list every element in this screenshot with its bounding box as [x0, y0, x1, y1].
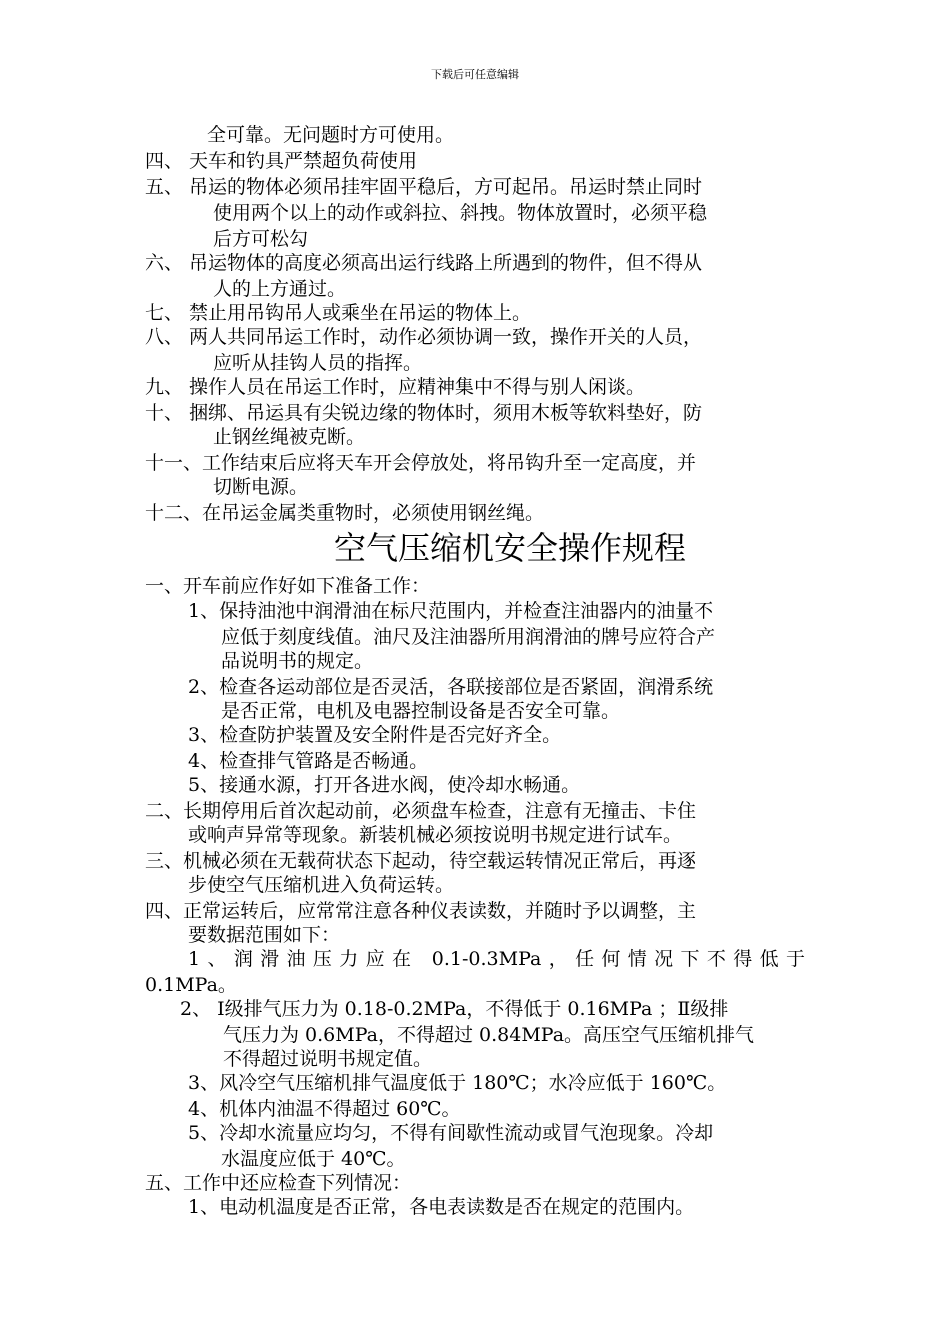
section-title: 空气压缩机安全操作规程 [333, 529, 686, 567]
text-line: 使用两个以上的动作或斜拉、斜拽。物体放置时，必须平稳 [213, 202, 708, 224]
text-line: 水温度应低于 40℃。 [221, 1148, 406, 1170]
text-line: 全可靠。无问题时方可使用。 [207, 124, 455, 146]
text-line: 步使空气压缩机进入负荷运转。 [188, 874, 455, 896]
text-line: 二、长期停用后首次起动前，必须盘车检查，注意有无撞击、卡住 [145, 800, 697, 822]
text-line: 1、保持油池中润滑油在标尺范围内，并检查注油器内的油量不 [188, 600, 714, 622]
text-line: 2、 Ⅰ级排气压力为 0.18-0.2MPa，不得低于 0.16MPa ；Ⅱ级排 [180, 998, 729, 1020]
text-line: 五、工作中还应检查下列情况： [145, 1172, 412, 1194]
text-line: 3、检查防护装置及安全附件是否完好齐全。 [188, 724, 562, 746]
text-line: 应低于刻度线值。油尺及注油器所用润滑油的牌号应符合产 [221, 626, 716, 648]
text-line: 4、检查排气管路是否畅通。 [188, 750, 429, 772]
text-line: 人的上方通过。 [213, 278, 347, 300]
text-line: 0.1MPa。 [145, 974, 237, 996]
text-line: 1、电动机温度是否正常，各电表读数是否在规定的范围内。 [188, 1196, 695, 1218]
text-line: 十二、在吊运金属类重物时，必须使用钢丝绳。 [145, 502, 545, 524]
text-line: 5、接通水源，打开各进水阀，使冷却水畅通。 [188, 774, 581, 796]
text-line: 品说明书的规定。 [221, 650, 374, 672]
text-line: 四、 天车和钓具严禁超负荷使用 [145, 150, 418, 172]
text-line: 4、机体内油温不得超过 60℃。 [188, 1098, 461, 1120]
text-line: 切断电源。 [213, 476, 309, 498]
text-line: 应听从挂钩人员的指挥。 [213, 352, 423, 374]
text-line: 三、机械必须在无载荷状态下起动，待空载运转情况正常后，再逐 [145, 850, 697, 872]
text-line: 五、 吊运的物体必须吊挂牢固平稳后，方可起吊。吊运时禁止同时 [145, 176, 703, 198]
text-line: 3、风冷空气压缩机排气温度低于 180℃；水冷应低于 160℃。 [188, 1072, 727, 1094]
text-line: 5、冷却水流量应均匀，不得有间歇性流动或冒气泡现象。冷却 [188, 1122, 714, 1144]
page-header: 下载后可任意编辑 [431, 68, 519, 81]
text-line: 气压力为 0.6MPa，不得超过 0.84MPa。高压空气压缩机排气 [223, 1024, 755, 1046]
text-line: 四、正常运转后，应常常注意各种仪表读数，并随时予以调整，主 [145, 900, 697, 922]
text-line: 不得超过说明书规定值。 [223, 1048, 433, 1070]
text-line: 一、开车前应作好如下准备工作： [145, 575, 431, 597]
text-line: 要数据范围如下： [188, 924, 341, 946]
text-line: 2、检查各运动部位是否灵活，各联接部位是否紧固，润滑系统 [188, 676, 714, 698]
text-line: 1、润滑油压力应在 0.1-0.3MPa，任何情况下不得低于 [188, 948, 805, 970]
text-line: 止钢丝绳被克断。 [213, 426, 366, 448]
text-line: 六、 吊运物体的高度必须高出运行线路上所遇到的物件，但不得从 [145, 252, 703, 274]
text-line: 十一、工作结束后应将天车开会停放处，将吊钩升至一定高度，并 [145, 452, 697, 474]
text-line: 后方可松勾 [213, 228, 309, 250]
text-line: 十、 捆绑、吊运具有尖锐边缘的物体时，须用木板等软料垫好，防 [145, 402, 703, 424]
text-line: 九、 操作人员在吊运工作时，应精神集中不得与别人闲谈。 [145, 376, 646, 398]
text-line: 八、 两人共同吊运工作时，动作必须协调一致，操作开关的人员， [145, 326, 703, 348]
text-line: 是否正常，电机及电器控制设备是否安全可靠。 [221, 700, 621, 722]
text-line: 或响声异常等现象。新装机械必须按说明书规定进行试车。 [188, 824, 683, 846]
text-line: 七、 禁止用吊钩吊人或乘坐在吊运的物体上。 [145, 302, 532, 324]
